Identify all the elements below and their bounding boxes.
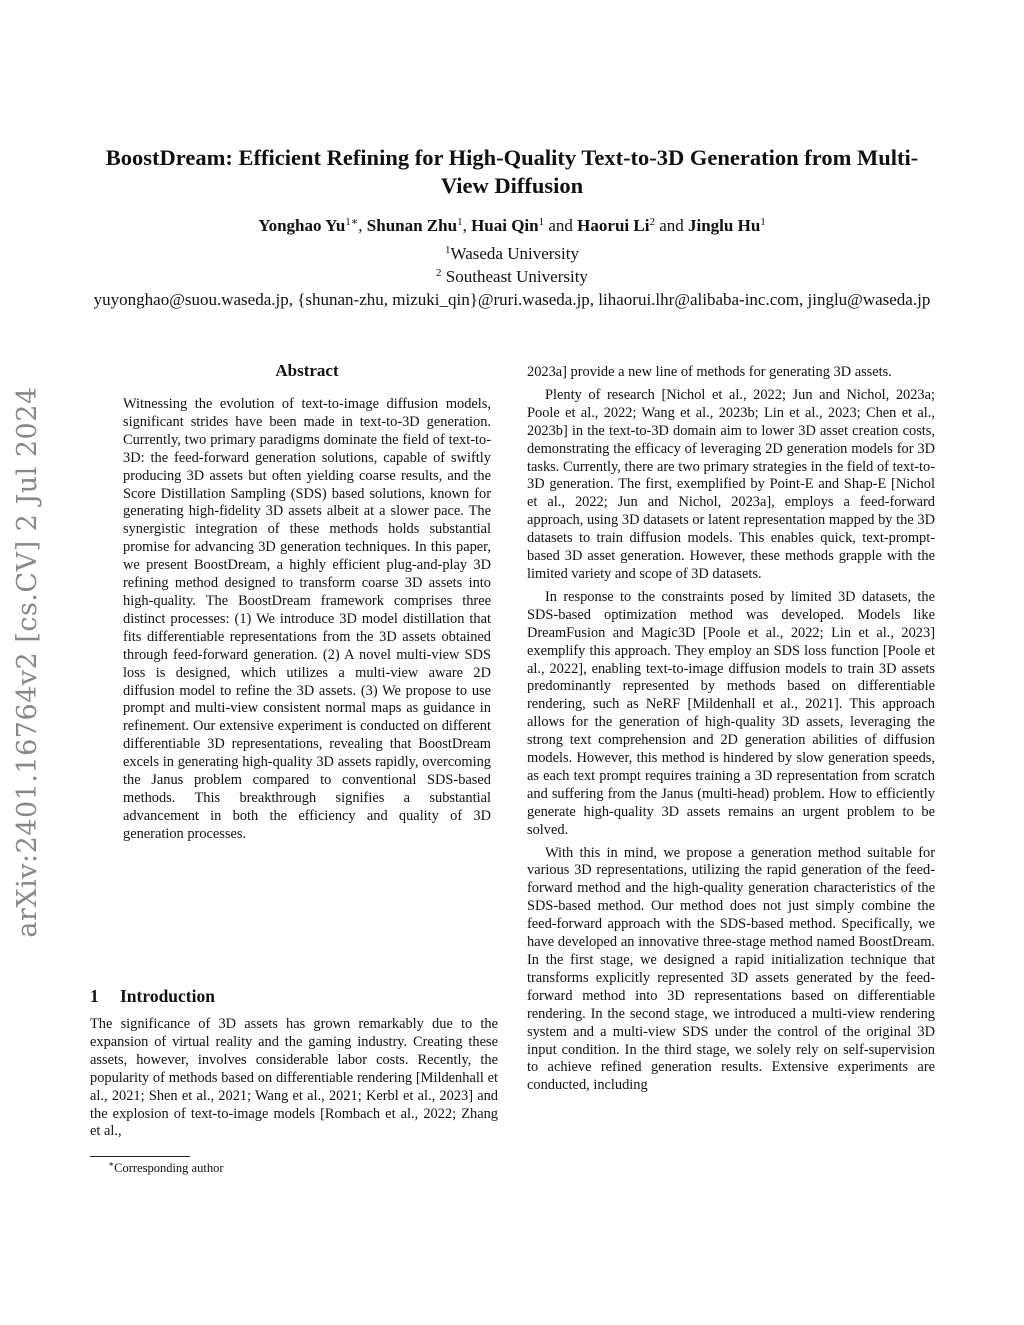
section-heading-introduction: [90, 986, 510, 1007]
author-5: Jinglu Hu$^1$: [687, 216, 766, 235]
author-emails: yuyonghao@suou.waseda.jp, {shunan-zhu, mizuki_qin}@ruri.waseda.jp, lihaorui.lhr@alibaba-inc.com, jinglu@waseda.jp: [93, 290, 931, 309]
paragraph: 2023a] provide a new line of methods for generating 3D assets.: [527, 364, 892, 380]
affiliation-1: $^1$Waseda University: [445, 244, 579, 263]
footnote-divider: [90, 1156, 190, 1157]
author-3: Huai Qin$^1$ and: [471, 216, 578, 235]
abstract-text: Witnessing the evolution of text-to-image diffusion models, significant strides have been made in text-to-3D generation. Currently, two primary paradigms dominate the field of text-to-3D: the feed-forward generation solutions, capable of swiftly producing 3D assets but often yielding coarse results, and the Score Distillation Sampling (SDS) based solutions, known for generating high-fidelity 3D assets albeit at a slower pace. The synergistic integration of these methods holds substantial promise for advancing 3D generation techniques. In this paper, we present BoostDream, a highly efficient plug-and-play 3D refining method designed to transform coarse 3D assets into high-quality. The BoostDream framework comprises three distinct processes: (1) We introduce 3D model distillation that fits differentiable representations from the 3D assets obtained through feed-forward generation. (2) A novel multi-view SDS loss is designed, which utilizes a multi-view aware 2D diffusion model to refine the 3D assets. (3) We propose to use prompt and multi-view consistent normal maps as guidance in refinement. Our extensive experiment is conducted on different differentiable 3D representations, revealing that BoostDream excels in generating high-quality 3D assets rapidly, overcoming the Janus problem compared to conventional SDS-based methods. This breakthrough signifies a substantial advancement in both the efficiency and quality of 3D generation processes.: [123, 396, 491, 842]
paragraph: Plenty of research [Nichol et al., 2022; Jun and Nichol, 2023a; Poole et al., 2022; Wang et al., 2023b; Lin et al., 2023; Chen et al., 2023b] in the text-to-3D domain aim to lower 3D asset creation costs, demonstrating the efficacy of leveraging 2D generation models for 3D tasks. Currently, there are two primary strategies in the field of text-to-3D generation. The first, exemplified by Point-E and Shap-E [Nichol et al., 2022; Jun and Nichol, 2023a], employs a feed-forward approach, using 3D datasets or latent representation mapped by the 3D datasets to train diffusion models. This enables quick, text-prompt-based 3D asset generation. However, these methods grapple with the limited variety and scope of 3D datasets.: [527, 386, 935, 582]
author-2: Shunan Zhu$^1$,: [366, 216, 472, 235]
abstract-heading: Abstract: [275, 361, 339, 380]
section-title: Introduction: [120, 986, 215, 1006]
paragraph: In response to the constraints posed by limited 3D datasets, the SDS-based optimization method was developed. Models like DreamFusion and Magic3D [Poole et al., 2022; Lin et al., 2023] exemplify this approach. They employ an SDS loss function [Poole et al., 2022], enabling text-to-image diffusion models to train 3D assets predominantly represented by methods based on differentiable rendering, such as NeRF [Mildenhall et al., 2021]. This approach allows for the generation of high-quality 3D assets, leveraging the strong text comprehension and 2D generation abilities of diffusion models. However, this method is hindered by slow generation speeds, as each text prompt requires training a 3D representation from scratch and suffering from the Janus (multi-head) problem. How to efficiently generate high-quality 3D assets remains an urgent problem to be solved.: [527, 588, 935, 838]
author-list: [90, 214, 934, 238]
section-number: 1: [90, 986, 99, 1006]
right-column: [527, 364, 935, 1100]
author-1: Yonghao $Yu^{1∗}$,: [258, 216, 367, 235]
arxiv-identifier-stamp: arXiv:2401.16764v2 [cs.CV] 2 Jul 2024: [12, 386, 43, 938]
introduction-paragraph: The significance of 3D assets has grown remarkably due to the expansion of virtual reality and the gaming industry. Creating these assets, however, involves considerable labor costs. Recently, the popularity of methods based on differentiable rendering [Mildenhall et al., 2021; Shen et al., 2021; Wang et al., 2021; Kerbl et al., 2023] and the explosion of text-to-image models [Rombach et al., 2022; Zhang et al.,: [90, 1016, 498, 1140]
paper-title: BoostDream: Efficient Refining for High-Quality Text-to-3D Generation from Multi-View Diffusion: [105, 145, 919, 198]
author-4: Haorui Li$^2$ and: [577, 216, 688, 235]
paragraph: With this in mind, we propose a generation method suitable for various 3D representations, utilizing the rapid generation of the feed-forward method and the high-quality generation characteristics of the SDS-based method. Our method does not just simply combine the feed-forward approach with the SDS-based method. Specifically, we have developed an innovative three-stage method named BoostDream. In the first stage, we designed a rapid initialization technique that transforms explicitly represented 3D assets generated by the feed-forward method into 3D representations based on differentiable rendering. In the second stage, we introduced a multi-view rendering system and a multi-view SDS under the control of the original 3D input condition. In the third stage, we solely rely on self-supervision to achieve refined generation results. Extensive experiments are conducted, including: [527, 844, 935, 1094]
affiliation-2: $^2$ Southeast University: [436, 267, 588, 286]
footnote: ∗Corresponding author: [108, 1159, 224, 1175]
